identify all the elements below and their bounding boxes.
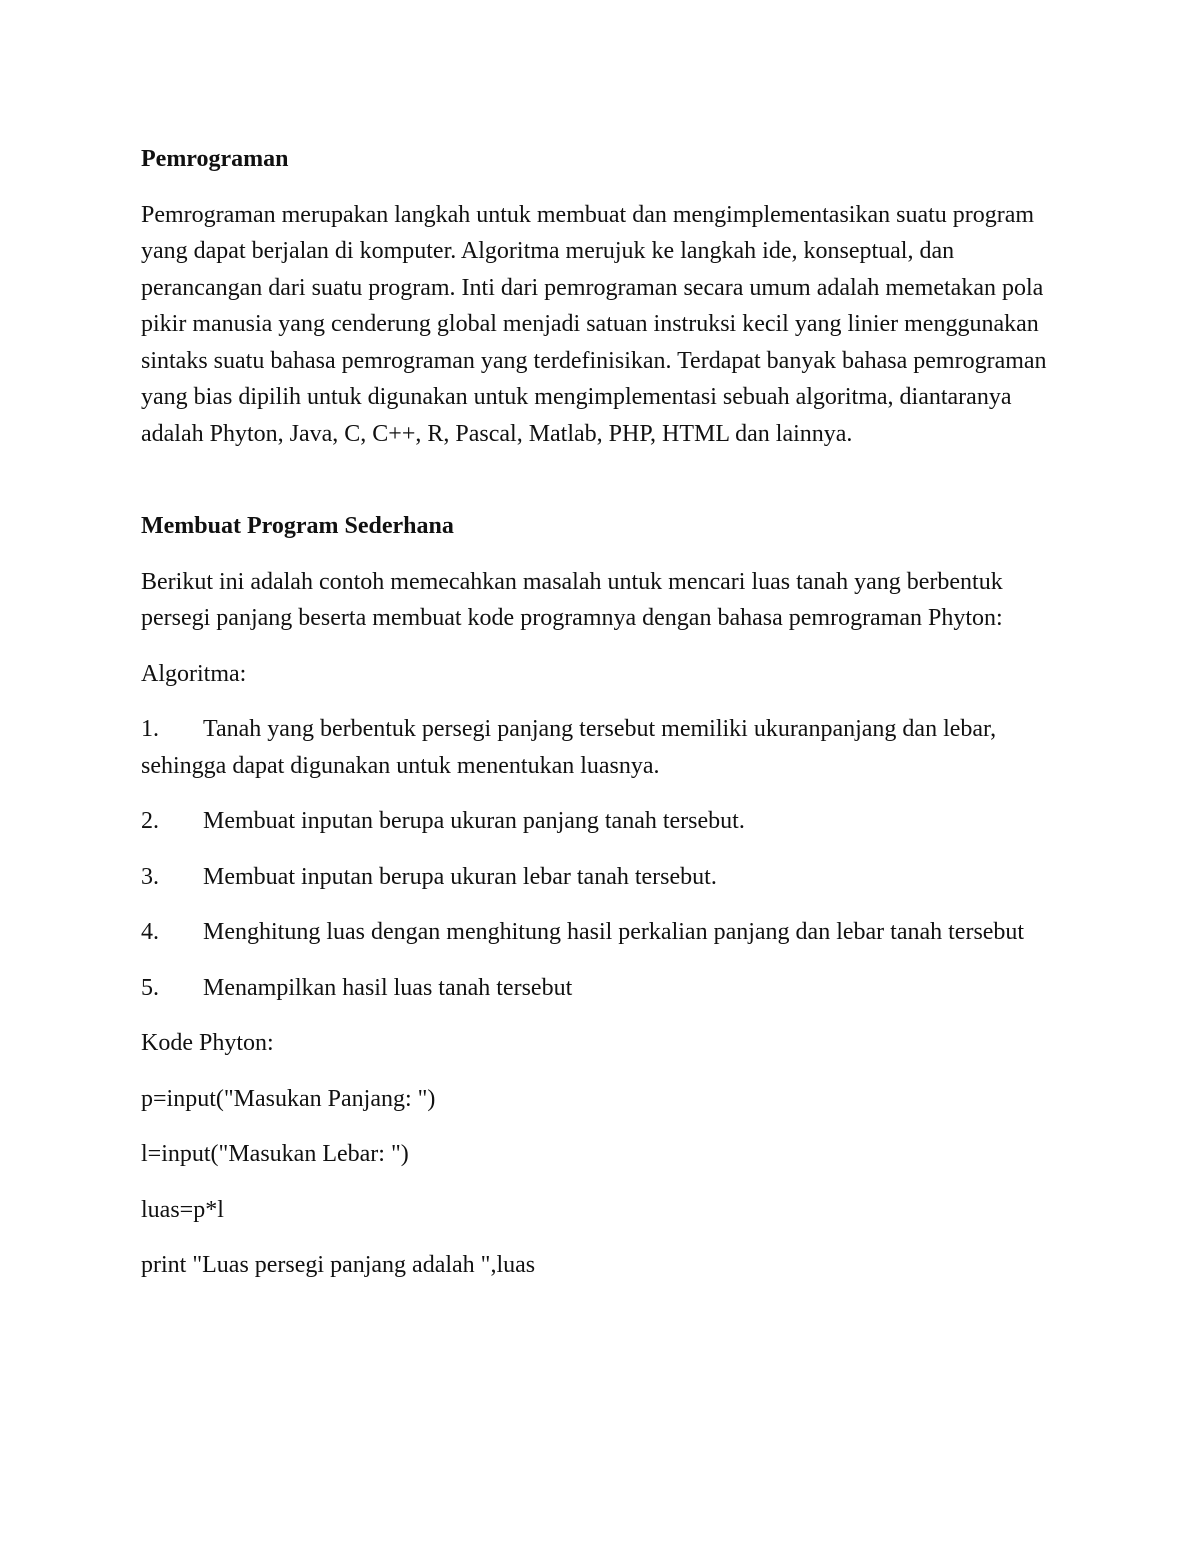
list-item-number: 4. [141,919,159,945]
list-item [141,914,1071,951]
list-item-number: 2. [141,808,159,834]
list-item [141,711,1071,784]
code-line: luas=p*l [141,1196,224,1223]
list-item-number: 3. [141,863,159,890]
paragraph-pemrograman: Pemrograman merupakan langkah untuk membuat dan mengimplementasikan suatu program yang dapat berjalan di komputer. Algoritma merujuk ke langkah ide, konseptual, dan perancangan dari suatu program. Inti dari pemrograman secara umum adalah memetakan pola pikir manusia yang cenderung global menjadi satuan instruksi kecil yang linier menggunakan sintaks suatu bahasa pemrograman yang terdefinisikan. Terdapat banyak bahasa pemrograman yang bias dipilih untuk digunakan untuk mengimplementasi sebuah algoritma, diantaranya adalah Phyton, Java, C, C++, R, Pascal, Matlab, PHP, HTML dan lainnya. [141,201,1047,447]
list-item-text: Menghitung luas dengan menghitung hasil perkalian panjang dan lebar tanah tersebut [203,919,1025,945]
list-item-text: Menampilkan hasil luas tanah tersebut [203,974,573,1001]
code-label: Kode Phyton: [141,1030,274,1056]
list-item-number: 1. [141,716,159,742]
list-item-text: Membuat inputan berupa ukuran panjang tanah tersebut. [203,808,745,834]
document-page [141,141,1071,1303]
section-title-program-sederhana: Membuat Program Sederhana [141,513,454,539]
list-item [141,859,1071,896]
algorithm-steps-list [141,711,1071,1006]
list-item [141,970,1071,1007]
code-line: print "Luas persegi panjang adalah ",luas [141,1252,536,1278]
list-item-text: Tanah yang berbentuk persegi panjang tersebut memiliki ukuranpanjang dan lebar, sehingga dapat digunakan untuk menentukan luasnya. [141,716,997,779]
code-line: l=input("Masukan Lebar: ") [141,1141,409,1167]
code-block [141,1081,1071,1284]
section-spacer [141,471,1071,508]
code-line: p=input("Masukan Panjang: ") [141,1085,436,1112]
list-item [141,803,1071,840]
paragraph-intro: Berikut ini adalah contoh memecahkan masalah untuk mencari luas tanah yang berbentuk persegi panjang beserta membuat kode programnya dengan bahasa pemrograman Phyton: [141,568,1003,631]
list-item-text: Membuat inputan berupa ukuran lebar tanah tersebut. [203,863,717,890]
list-item-number: 5. [141,974,159,1001]
algorithm-label: Algoritma: [141,660,247,687]
section-title-pemrograman: Pemrograman [141,146,289,172]
